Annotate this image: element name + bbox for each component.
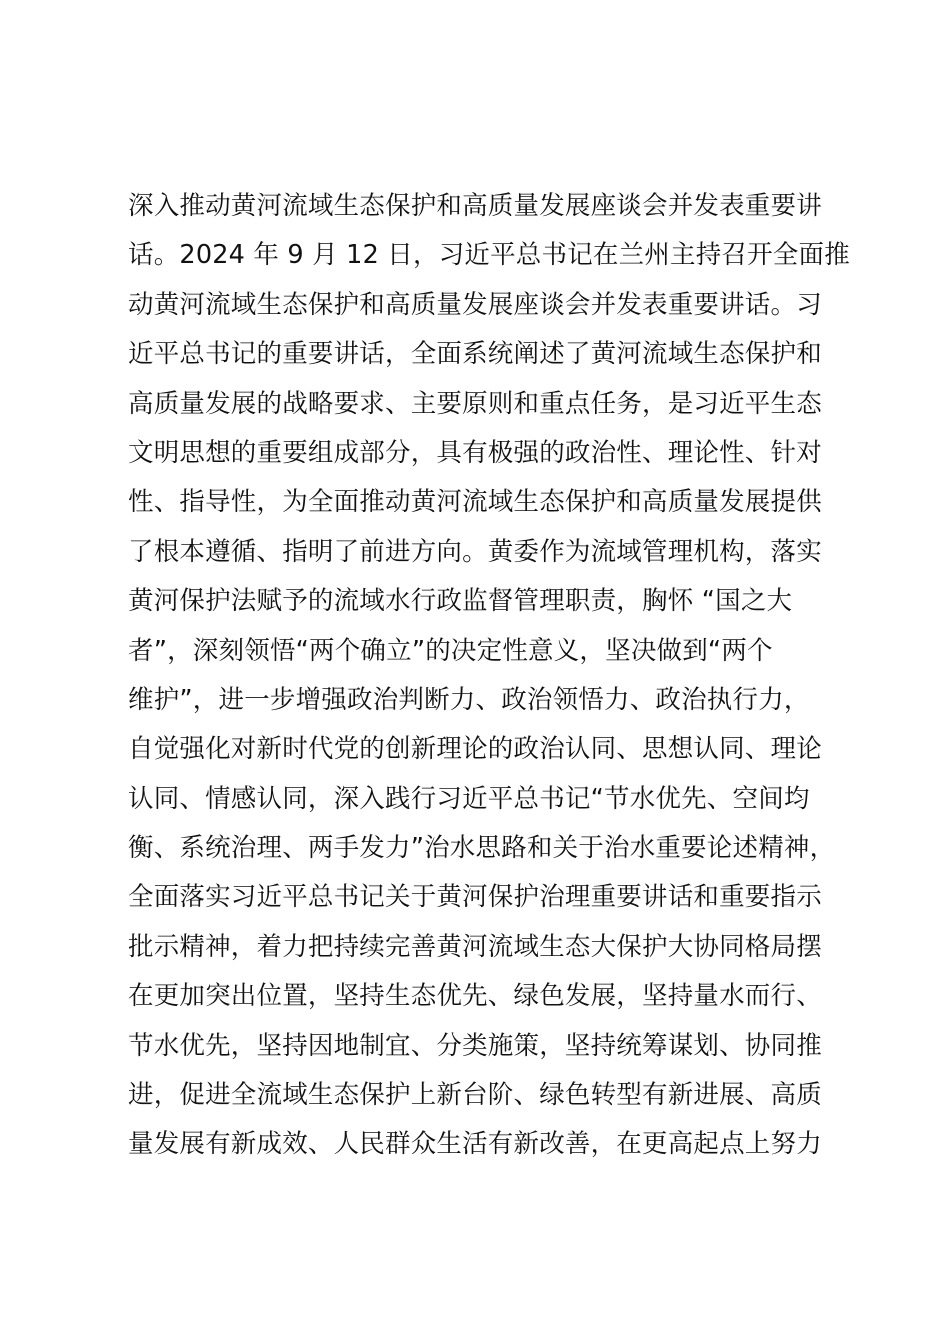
text-line: 全面落实习近平总书记关于黄河保护治理重要讲话和重要指示 xyxy=(128,882,822,913)
text-line: 认同、情感认同，深入践行习近平总书记“节水优先、空间均 xyxy=(128,783,810,814)
text-line: 近平总书记的重要讲话，全面系统阐述了黄河流域生态保护和 xyxy=(128,339,822,370)
text-line: 在更加突出位置，坚持生态优先、绿色发展，坚持量水而行、 xyxy=(128,981,822,1012)
text-line: 维护”，进一步增强政治判断力、政治领悟力、政治执行力， xyxy=(128,684,810,715)
text-line: 动黄河流域生态保护和高质量发展座谈会并发表重要讲话。习 xyxy=(128,289,822,320)
text-line: 深入推动黄河流域生态保护和高质量发展座谈会并发表重要讲 xyxy=(128,191,822,221)
text-line: 进，促进全流域生态保护上新台阶、绿色转型有新进展、高质 xyxy=(128,1080,822,1111)
text-line: 话。2024 年 9 月 12 日，习近平总书记在兰州主持召开全面推 xyxy=(128,240,850,271)
text-line: 文明思想的重要组成部分，具有极强的政治性、理论性、针对 xyxy=(128,437,822,468)
body-paragraph xyxy=(128,182,858,1170)
text-line: 了根本遵循、指明了前进方向。黄委作为流域管理机构，落实 xyxy=(128,536,822,567)
text-line: 自觉强化对新时代党的创新理论的政治认同、思想认同、理论 xyxy=(128,734,822,765)
text-line: 节水优先，坚持因地制宜、分类施策，坚持统筹谋划、协同推 xyxy=(128,1030,822,1061)
text-line: 批示精神，着力把持续完善黄河流域生态大保护大协同格局摆 xyxy=(128,931,822,962)
text-line: 衡、系统治理、两手发力”治水思路和关于治水重要论述精神， xyxy=(128,833,836,864)
text-line: 高质量发展的战略要求、主要原则和重点任务，是习近平生态 xyxy=(128,388,822,419)
text-line: 量发展有新成效、人民群众生活有新改善，在更高起点上努力 xyxy=(128,1129,822,1160)
text-line: 者”，深刻领悟“两个确立”的决定性意义，坚决做到“两个 xyxy=(128,635,773,666)
text-line: 性、指导性，为全面推动黄河流域生态保护和高质量发展提供 xyxy=(128,487,822,518)
text-line: 黄河保护法赋予的流域水行政监督管理职责，胸怀 “国之大 xyxy=(128,586,793,617)
